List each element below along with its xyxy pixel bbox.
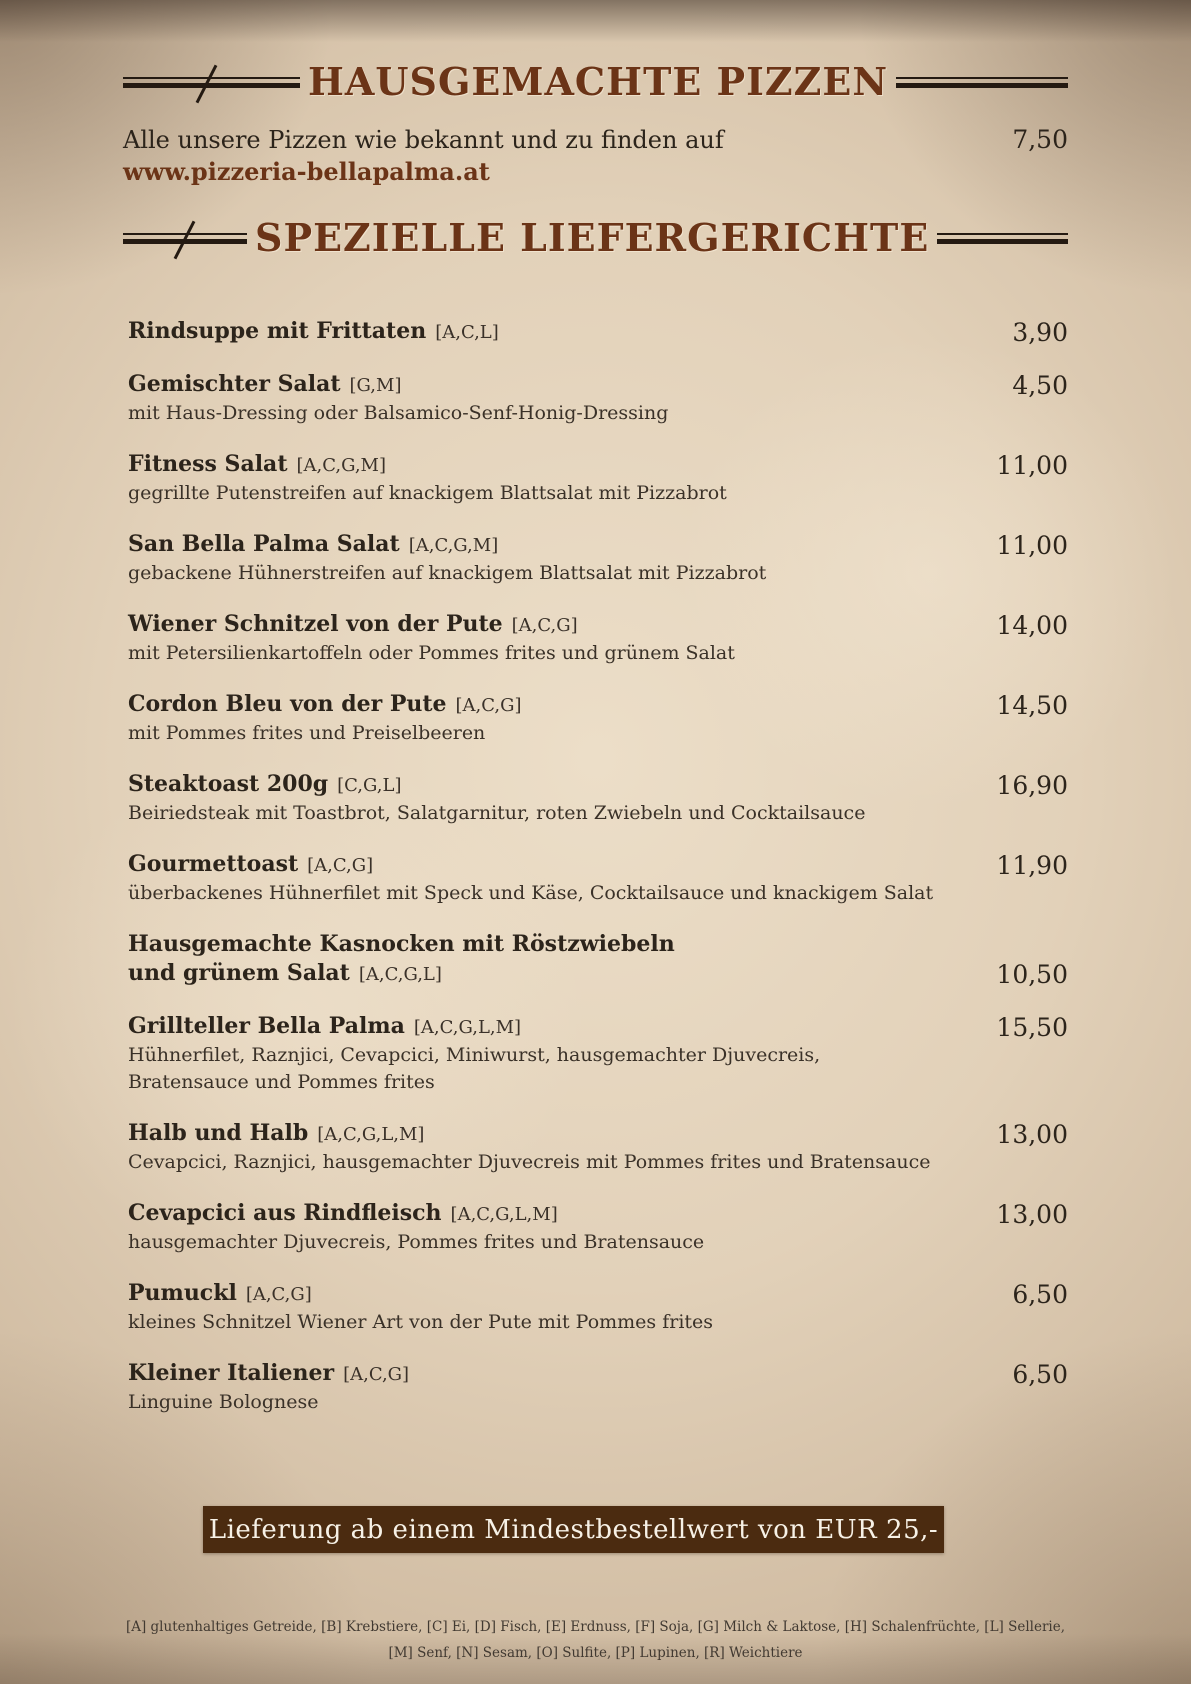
menu-item (128, 690, 1068, 747)
menu-item (128, 930, 1068, 989)
item-description-line: überbackenes Hühnerfilet mit Speck und Käse, Cocktailsauce und knackigem Salat (128, 882, 934, 904)
item-allergen-codes: [A,C,G,M] (408, 535, 499, 556)
item-description (128, 880, 1068, 907)
menu-item (128, 1012, 1068, 1096)
item-price: 13,00 (996, 1200, 1068, 1229)
item-description (128, 560, 1068, 587)
menu-item (128, 1199, 1068, 1256)
item-description-line: Linguine Bolognese (128, 1391, 319, 1413)
item-price: 10,50 (996, 960, 1068, 989)
decorative-rule-left (123, 77, 300, 88)
section-header-liefergerichte (123, 216, 1068, 260)
item-description (128, 800, 1068, 827)
pizzen-intro-text: Alle unsere Pizzen wie bekannt und zu finden auf (123, 126, 724, 154)
menu-item (128, 610, 1068, 667)
item-allergen-codes: [A,C,G,L,M] (317, 1124, 425, 1145)
item-description (128, 1042, 1068, 1096)
item-allergen-codes: [A,C,G] (455, 695, 522, 716)
item-price: 11,00 (996, 451, 1068, 480)
item-description-line: mit Pommes frites und Preiselbeeren (128, 722, 486, 744)
allergen-legend (0, 1614, 1191, 1666)
item-name: Cevapcici aus Rindfleisch (128, 1200, 442, 1226)
item-description (128, 720, 1068, 747)
menu-list (128, 317, 1068, 1439)
item-name: Wiener Schnitzel von der Pute (128, 611, 503, 637)
item-price: 6,50 (1012, 1280, 1068, 1309)
pizzeria-website-url: www.pizzeria-bellapalma.at (123, 157, 490, 186)
item-description (128, 640, 1068, 667)
item-allergen-codes: [A,C,G,L,M] (450, 1204, 558, 1225)
item-name: San Bella Palma Salat (128, 531, 400, 557)
item-description-line: mit Petersilienkartoffeln oder Pommes frites und grünem Salat (128, 642, 735, 664)
item-description (128, 1309, 1068, 1336)
item-description-line: Bratensauce und Pommes frites (128, 1071, 435, 1093)
item-name: Halb und Halb (128, 1120, 309, 1146)
item-name: Grillteller Bella Palma (128, 1013, 405, 1039)
menu-item (128, 850, 1068, 907)
item-price: 4,50 (1012, 371, 1068, 400)
item-description (128, 400, 1068, 427)
item-description (128, 1389, 1068, 1416)
pizzen-price: 7,50 (1012, 125, 1068, 154)
item-name: Pumuckl (128, 1280, 237, 1306)
section-header-pizzen (123, 60, 1068, 104)
item-allergen-codes: [A,C,G] (245, 1284, 312, 1305)
allergen-legend-line1: [A] glutenhaltiges Getreide, [B] Krebstiere, [C] Ei, [D] Fisch, [E] Erdnuss, [F] Soja, [G] Milch & Laktose, [H] Schalenfrüchte, [L] Sellerie, (125, 1619, 1066, 1635)
decorative-rule-right (937, 233, 1068, 244)
item-name: Rindsuppe mit Frittaten (128, 318, 427, 344)
item-price: 16,90 (996, 771, 1068, 800)
menu-item (128, 450, 1068, 507)
menu-item (128, 370, 1068, 427)
item-price: 14,00 (996, 611, 1068, 640)
item-name: Gourmettoast (128, 851, 299, 877)
minimum-order-banner (203, 1506, 944, 1553)
item-price: 3,90 (1012, 318, 1068, 347)
item-description-line: gebackene Hühnerstreifen auf knackigem Blattsalat mit Pizzabrot (128, 562, 767, 584)
item-description-line: kleines Schnitzel Wiener Art von der Pute mit Pommes frites (128, 1311, 714, 1333)
item-allergen-codes: [C,G,L] (337, 775, 402, 796)
item-name: Gemischter Salat (128, 371, 341, 397)
item-description (128, 480, 1068, 507)
item-description (128, 1229, 1068, 1256)
allergen-legend-line2: [M] Senf, [N] Sesam, [O] Sulfite, [P] Lupinen, [R] Weichtiere (388, 1645, 803, 1661)
item-description-line: gegrillte Putenstreifen auf knackigem Blattsalat mit Pizzabrot (128, 482, 727, 504)
item-allergen-codes: [A,C,G] (511, 615, 578, 636)
slash-ornament (196, 64, 218, 103)
item-allergen-codes: [A,C,G,L] (358, 964, 442, 985)
item-name: Hausgemachte Kasnocken mit Röstzwiebeln (128, 931, 675, 957)
item-price: 14,50 (996, 691, 1068, 720)
item-name: Fitness Salat (128, 451, 288, 477)
item-name: Steaktoast 200g (128, 771, 329, 797)
item-name: Kleiner Italiener (128, 1360, 335, 1386)
item-name: Cordon Bleu von der Pute (128, 691, 447, 717)
item-description-line: Cevapcici, Raznjici, hausgemachter Djuvecreis mit Pommes frites und Bratensauce (128, 1151, 931, 1173)
item-allergen-codes: [G,M] (349, 375, 402, 396)
item-description (128, 1149, 1068, 1176)
menu-item (128, 1359, 1068, 1416)
menu-item (128, 317, 1068, 347)
item-description-line: hausgemachter Djuvecreis, Pommes frites und Bratensauce (128, 1231, 705, 1253)
item-price: 15,50 (996, 1013, 1068, 1042)
item-price: 6,50 (1012, 1360, 1068, 1389)
item-name-line2: und grünem Salat (128, 960, 350, 986)
section-title-pizzen: HAUSGEMACHTE PIZZEN (308, 59, 889, 104)
decorative-rule-right (896, 77, 1068, 88)
item-allergen-codes: [A,C,G] (307, 855, 374, 876)
menu-item (128, 770, 1068, 827)
slash-ornament (174, 220, 196, 259)
pizzen-intro (123, 124, 1068, 188)
item-allergen-codes: [A,C,G,L,M] (413, 1017, 522, 1038)
minimum-order-text: Lieferung ab einem Mindestbestellwert von EUR 25,- (208, 1514, 939, 1545)
section-title-liefergerichte: SPEZIELLE LIEFERGERICHTE (255, 215, 930, 260)
item-allergen-codes: [A,C,G,M] (296, 455, 386, 476)
item-description-line: Hühnerfilet, Raznjici, Cevapcici, Miniwurst, hausgemachter Djuvecreis, (128, 1044, 821, 1066)
item-price: 11,00 (996, 531, 1068, 560)
decorative-rule-left (123, 233, 247, 244)
item-price: 11,90 (996, 851, 1068, 880)
item-description-line: Beiriedsteak mit Toastbrot, Salatgarnitur, roten Zwiebeln und Cocktailsauce (128, 802, 866, 824)
item-allergen-codes: [A,C,G] (343, 1364, 410, 1385)
menu-item (128, 1279, 1068, 1336)
item-description-line: mit Haus-Dressing oder Balsamico-Senf-Honig-Dressing (128, 402, 669, 424)
item-price: 13,00 (996, 1120, 1068, 1149)
menu-item (128, 1119, 1068, 1176)
item-allergen-codes: [A,C,L] (435, 322, 499, 343)
menu-item (128, 530, 1068, 587)
